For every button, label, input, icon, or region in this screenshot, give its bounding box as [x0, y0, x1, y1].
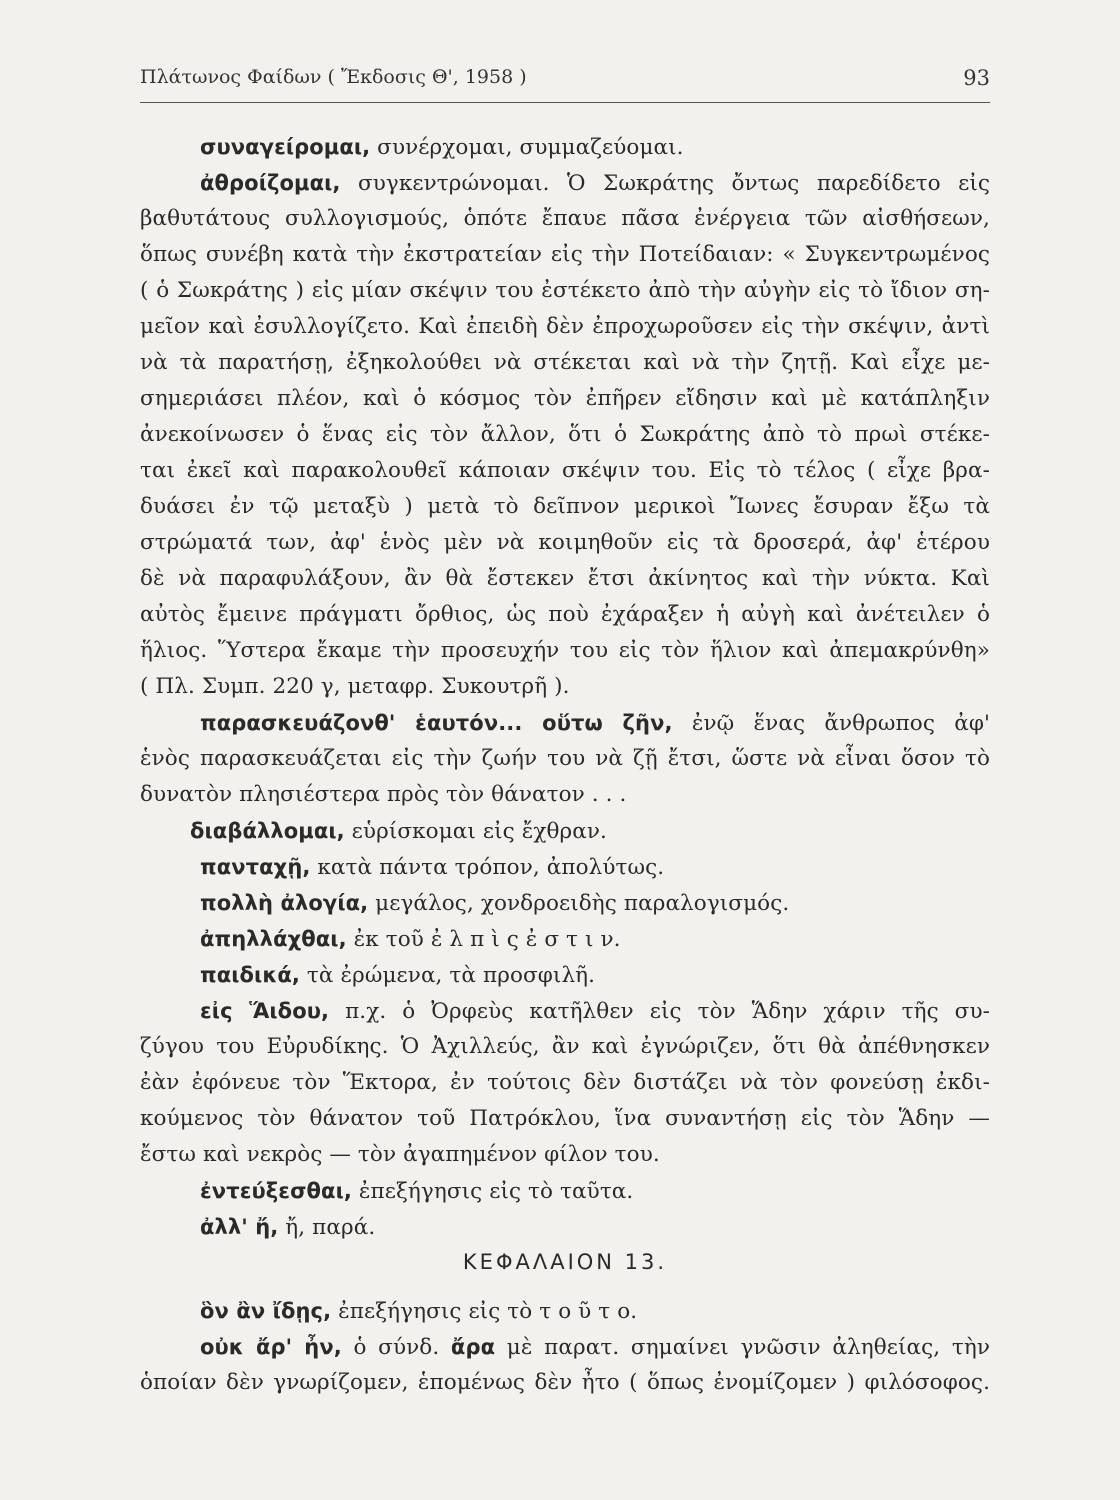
text-line: [200, 996, 990, 1027]
text-line: ἥλιος. Ὕστερα ἔκαμε τὴν προσευχήν του εἰς τὸν ἥλιον καὶ ἀπεμακρύνθη»: [140, 638, 990, 663]
gloss: μὲ παρατ. σημαίνει γνῶσιν ἀληθείας, τὴν: [495, 1335, 990, 1360]
text-line: [200, 1212, 375, 1243]
gloss: ἤ, παρά.: [278, 1215, 376, 1240]
gloss: ἐπεξήγησις εἰς τὸ τ ο ῦ τ ο.: [331, 1299, 638, 1324]
lemma: ἄρα: [450, 1335, 496, 1359]
text-line: αὐτὸς ἔμεινε πράγματι ὄρθιος, ὡς ποὺ ἐχάραξεν ἡ αὐγὴ καὶ ἀνέτειλεν ὁ: [140, 602, 990, 627]
text-line: [200, 708, 990, 739]
text-line: ται ἐκεῖ καὶ παρακολουθεῖ κάποιαν σκέψιν του. Εἰς τὸ τέλος ( εἶχε βρα-: [140, 458, 990, 483]
gloss: ἐκ τοῦ ἐ λ π ὶ ς ἐ σ τ ι ν.: [346, 927, 621, 952]
running-title: Πλάτωνος Φαίδων ( Ἔκδοσις Θ', 1958 ): [140, 66, 527, 88]
lemma: ἀθροίζομαι,: [200, 171, 341, 195]
text-line: ( ὁ Σωκράτης ) εἰς μίαν σκέψιν του ἐστέκετο ἀπὸ τὴν αὐγὴν εἰς τὸ ἴδιον ση-: [140, 278, 990, 303]
gloss: μεγάλος, χονδροειδὴς παραλογισμός.: [368, 891, 790, 916]
gloss: ὁ σύνδ.: [341, 1335, 451, 1360]
text-line: ἐὰν ἐφόνευε τὸν Ἕκτορα, ἐν τούτοις δὲν διστάζει νὰ τὸν φονεύσῃ ἐκδι-: [140, 1070, 990, 1095]
page-header: [140, 62, 990, 103]
text-line: δὲ νὰ παραφυλάξουν, ἂν θὰ ἔστεκεν ἔτσι ἀκίνητος καὶ τὴν νύκτα. Καὶ: [140, 566, 990, 591]
text-line: νὰ τὰ παρατήσῃ, ἐξηκολούθει νὰ στέκεται καὶ νὰ τὴν ζητῇ. Καὶ εἶχε με-: [140, 350, 990, 375]
text-line: [200, 1176, 633, 1207]
text-line: [200, 924, 621, 955]
lemma: συναγείρομαι,: [200, 135, 371, 159]
lemma: ἀπηλλάχθαι,: [200, 927, 347, 951]
text-line: ὅπως συνέβη κατὰ τὴν ἐκστρατείαν εἰς τὴν Ποτείδαιαν: « Συγκεντρωμένος: [140, 242, 990, 267]
lemma: ἀλλ' ἤ,: [200, 1215, 279, 1239]
text-line: ἀνεκοίνωσεν ὁ ἕνας εἰς τὸν ἄλλον, ὅτι ὁ Σωκράτης ἀπὸ τὸ πρωὶ στέκε-: [140, 422, 990, 447]
gloss: συνέρχομαι, συμμαζεύομαι.: [370, 135, 684, 160]
text-line: δυνατὸν πλησιέστερα πρὸς τὸν θάνατον . . .: [140, 782, 627, 807]
gloss: τὰ ἐρώμενα, τὰ προσφιλῆ.: [299, 963, 596, 988]
text-line: [200, 168, 990, 199]
lemma: ἐντεύξεσθαι,: [200, 1179, 352, 1203]
text-line: βαθυτάτους συλλογισμούς, ὁπότε ἔπαυε πᾶσα ἐνέργεια τῶν αἰσθήσεων,: [140, 206, 990, 231]
page-number: 93: [963, 66, 990, 90]
chapter-heading: ΚΕΦΑΛΑΙΟΝ 13.: [462, 1250, 668, 1274]
lemma: πολλὴ ἀλογία,: [200, 891, 369, 915]
text-line: ἔστω καὶ νεκρὸς — τὸν ἀγαπημένον φίλον του.: [140, 1142, 660, 1167]
text-line: [200, 1296, 637, 1327]
lemma: διαβάλλομαι,: [190, 819, 345, 843]
text-line: στρώματά των, ἀφ' ἑνὸς μὲν νὰ κοιμηθοῦν εἰς τὰ δροσερά, ἀφ' ἑτέρου: [140, 530, 990, 555]
text-line: ( Πλ. Συμπ. 220 γ, μεταφρ. Συκουτρῆ ).: [140, 674, 570, 699]
text-line: [200, 132, 684, 163]
text-line: [200, 960, 595, 991]
text-line: [200, 888, 789, 919]
gloss: ἐνῷ ἕνας ἄνθρωπος ἀφ': [672, 711, 990, 736]
text-line: [190, 816, 607, 847]
text-line: κούμενος τὸν θάνατον τοῦ Πατρόκλου, ἵνα συναντήσῃ εἰς τὸν Ἅδην —: [140, 1106, 990, 1131]
lemma: ὃν ἂν ἴδῃς,: [200, 1299, 332, 1323]
text-line: δυάσει ἐν τῷ μεταξὺ ) μετὰ τὸ δεῖπνον μερικοὶ Ἴωνες ἔσυραν ἔξω τὰ: [140, 494, 990, 519]
gloss: ἐπεξήγησις εἰς τὸ ταῦτα.: [351, 1179, 634, 1204]
text-line: [200, 1332, 990, 1363]
text-line: ζύγου του Εὐρυδίκης. Ὁ Ἀχιλλεύς, ἂν καὶ ἐγνώριζεν, ὅτι θὰ ἀπέθνησκεν: [140, 1034, 990, 1059]
text-line: σημεριάσει πλέον, καὶ ὁ κόσμος τὸν ἐπῆρεν εἴδησιν καὶ μὲ κατάπληξιν: [140, 386, 990, 411]
text-line: ὁποίαν δὲν γνωρίζομεν, ἑπομένως δὲν ἦτο ( ὅπως ἐνομίζομεν ) φιλόσοφος.: [140, 1370, 990, 1395]
lemma: παιδικά,: [200, 963, 300, 987]
text-line: μεῖον καὶ ἐσυλλογίζετο. Καὶ ἐπειδὴ δὲν ἐπροχωροῦσεν εἰς τὴν σκέψιν, ἀντὶ: [140, 314, 990, 339]
gloss: εὑρίσκομαι εἰς ἔχθραν.: [344, 819, 607, 844]
lemma: παρασκευάζονθ' ἑαυτόν... οὕτω ζῆν,: [200, 711, 673, 735]
gloss: π.χ. ὁ Ὀρφεὺς κατῆλθεν εἰς τὸν Ἅδην χάριν τῆς συ-: [329, 999, 990, 1024]
lemma: εἰς Ἅιδου,: [200, 999, 330, 1023]
gloss: κατὰ πάντα τρόπον, ἀπολύτως.: [310, 855, 665, 880]
gloss: συγκεντρώνομαι. Ὁ Σωκράτης ὄντως παρεδίδετο εἰς: [340, 171, 990, 196]
lemma: πανταχῇ,: [200, 855, 311, 879]
text-line: [200, 852, 664, 883]
text-line: ἑνὸς παρασκευάζεται εἰς τὴν ζωήν του νὰ ζῇ ἔτσι, ὥστε νὰ εἶναι ὅσον τὸ: [140, 746, 990, 771]
lemma: οὐκ ἄρ' ἦν,: [200, 1335, 342, 1359]
